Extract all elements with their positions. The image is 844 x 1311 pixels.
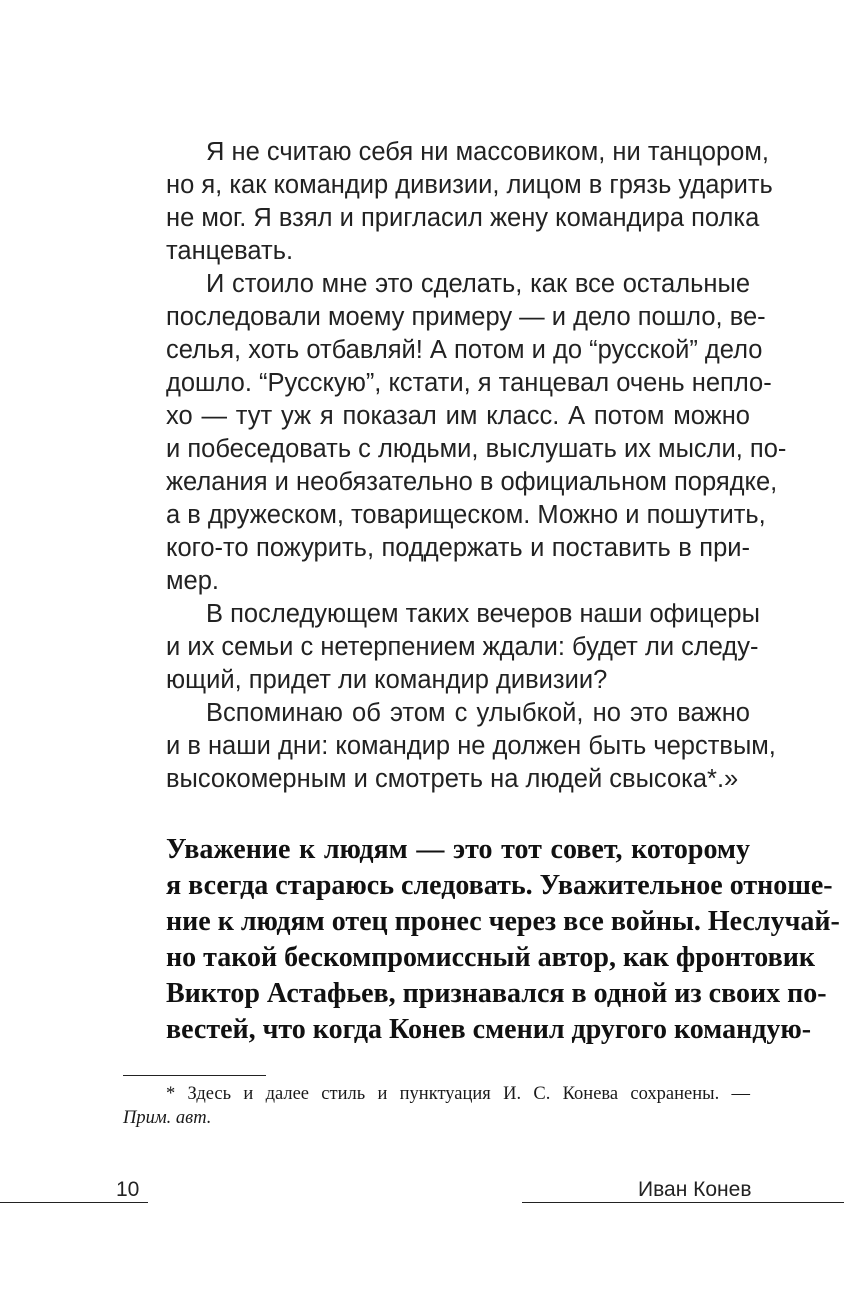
footnote-divider — [123, 1075, 266, 1076]
body-line: я всегда стараюсь следовать. Уважительное отноше- — [166, 870, 833, 901]
quote-line: мер. — [166, 567, 219, 595]
quote-line: ющий, придет ли командир дивизии? — [166, 666, 608, 694]
body-line: но такой бескомпромиссный автор, как фронтовик — [166, 942, 815, 973]
quote-line: но я, как командир дивизии, лицом в грязь ударить — [166, 171, 773, 199]
footer-rule-right — [522, 1202, 844, 1203]
footer-rule-left — [0, 1202, 148, 1203]
footnote-note: Прим. авт. — [123, 1108, 212, 1128]
running-title: Иван Конев — [638, 1178, 752, 1201]
quote-line: и их семьи с нетерпением ждали: будет ли следу- — [166, 633, 759, 661]
quote-line: желания и необязательно в официальном порядке, — [166, 468, 778, 496]
quote-line: танцевать. — [166, 237, 294, 265]
quote-line: В последующем таких вечеров наши офицеры — [206, 600, 760, 628]
body-line: ние к людям отец пронес через все войны. Неслучай- — [166, 906, 840, 937]
quote-line: дошло. “Русскую”, кстати, я танцевал очень непло- — [166, 369, 772, 397]
quote-line: Я не считаю себя ни массовиком, ни танцором, — [206, 138, 769, 166]
quote-line: а в дружеском, товарищеском. Можно и пошутить, — [166, 501, 766, 529]
body-line: Виктор Астафьев, признавался в одной из своих по- — [166, 978, 827, 1009]
quote-line: последовали моему примеру — и дело пошло, ве- — [166, 303, 766, 331]
body-line: вестей, что когда Конев сменил другого командую- — [166, 1014, 812, 1045]
quote-line: и побеседовать с людьми, выслушать их мысли, по- — [166, 435, 787, 463]
quote-line: высокомерным и смотреть на людей свысока*.» — [166, 765, 739, 793]
quote-line: не мог. Я взял и пригласил жену командира полка — [166, 204, 760, 232]
page-number: 10 — [116, 1178, 140, 1201]
footnote-text: * Здесь и далее стиль и пунктуация И. С. Конева сохранены. — — [166, 1084, 750, 1104]
quote-line: кого-то пожурить, поддержать и поставить в при- — [166, 534, 750, 562]
quote-line: селья, хоть отбавляй! А потом и до “русской” дело — [166, 336, 763, 364]
quote-line: И стоило мне это сделать, как все остальные — [206, 270, 750, 298]
quote-line: Вспоминаю об этом с улыбкой, но это важно — [206, 699, 750, 727]
quote-line: и в наши дни: командир не должен быть черствым, — [166, 732, 776, 760]
body-line: Уважение к людям — это тот совет, которому — [166, 834, 750, 865]
quote-line: хо — тут уж я показал им класс. А потом можно — [166, 402, 750, 430]
